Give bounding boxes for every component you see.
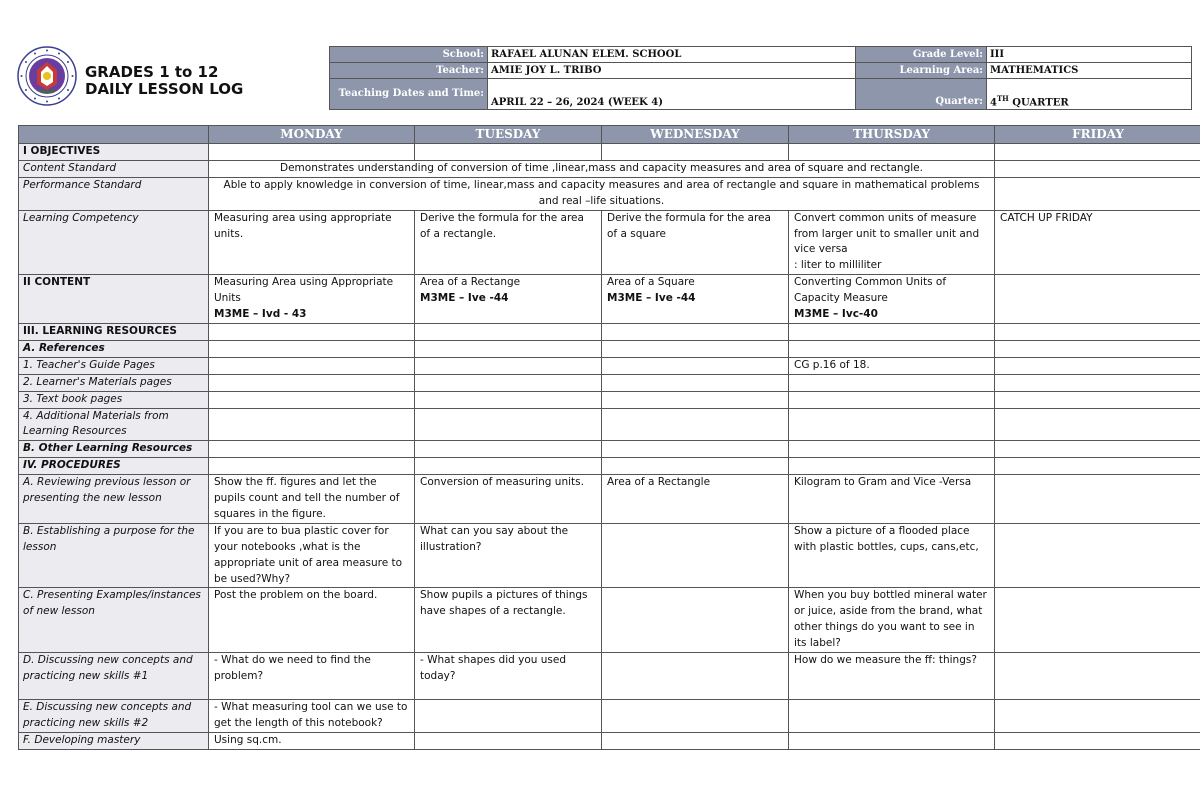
procedure-f-thursday [789,732,995,749]
procedure-c-monday: Post the problem on the board. [209,588,415,653]
procedure-c-friday [995,588,1200,653]
competency-friday: CATCH UP FRIDAY [995,210,1200,275]
procedure-c-wednesday [602,588,789,653]
procedure-f-tuesday [415,732,602,749]
procedure-d-friday [995,653,1200,700]
procedure-e-monday: - What measuring tool can we use to get the length of this notebook? [209,700,415,733]
content-monday: Measuring Area using Appropriate Units M3ME – Ivd - 43 [209,275,415,324]
other-resources-label: B. Other Learning Resources [19,441,209,458]
procedure-a-wednesday: Area of a Rectangle [602,475,789,524]
procedure-d-monday: - What do we need to find the problem? [209,653,415,700]
competency-thursday: Convert common units of measure from larger unit to smaller unit and vice versa : liter to milliliter [789,210,995,275]
procedure-a-monday: Show the ff. figures and let the pupils count and tell the number of squares in the figure. [209,475,415,524]
procedure-f-friday [995,732,1200,749]
procedures-label: IV. PROCEDURES [19,458,209,475]
learners-materials-label: 2. Learner's Materials pages [19,374,209,391]
learning-area-value: MATHEMATICS [987,63,1192,79]
teachers-guide-thursday: CG p.16 of 18. [789,357,995,374]
teaching-dates-value: APRIL 22 – 26, 2024 (WEEK 4) [488,79,856,110]
day-header-friday: FRIDAY [995,126,1200,144]
objectives-label: I OBJECTIVES [19,144,209,161]
header-info-table [329,46,1192,110]
procedure-d-label: D. Discussing new concepts and practicing new skills #1 [19,653,209,700]
procedure-b-wednesday [602,523,789,588]
school-value: RAFAEL ALUNAN ELEM. SCHOOL [488,47,856,63]
procedure-e-thursday [789,700,995,733]
document-title [85,64,243,98]
teacher-label: Teacher: [330,63,488,79]
procedure-b-thursday: Show a picture of a flooded place with plastic bottles, cups, cans,etc, [789,523,995,588]
procedure-f-monday: Using sq.cm. [209,732,415,749]
additional-materials-label: 4. Additional Materials from Learning Resources [19,408,209,441]
grade-level-value: III [987,47,1192,63]
learning-resources-label: III. LEARNING RESOURCES [19,323,209,340]
competency-monday: Measuring area using appropriate units. [209,210,415,275]
day-header-thursday: THURSDAY [789,126,995,144]
procedure-c-tuesday: Show pupils a pictures of things have shapes of a rectangle. [415,588,602,653]
performance-standard-text: Able to apply knowledge in conversion of time, linear,mass and capacity measures and area of rectangle and square in mathematical problems and real –life situations. [209,177,995,210]
corner-header-cell [19,126,209,144]
procedure-a-friday [995,475,1200,524]
day-header-tuesday: TUESDAY [415,126,602,144]
content-tuesday: Area of a Rectange M3ME – Ive -44 [415,275,602,324]
school-label: School: [330,47,488,63]
day-header-monday: MONDAY [209,126,415,144]
procedure-d-thursday: How do we measure the ff: things? [789,653,995,700]
procedure-b-label: B. Establishing a purpose for the lesson [19,523,209,588]
procedure-a-tuesday: Conversion of measuring units. [415,475,602,524]
procedure-d-wednesday [602,653,789,700]
procedure-e-friday [995,700,1200,733]
procedure-f-wednesday [602,732,789,749]
competency-wednesday: Derive the formula for the area of a square [602,210,789,275]
references-label: A. References [19,340,209,357]
content-thursday: Converting Common Units of Capacity Measure M3ME – Ivc-40 [789,275,995,324]
procedure-c-label: C. Presenting Examples/instances of new lesson [19,588,209,653]
procedure-a-thursday: Kilogram to Gram and Vice -Versa [789,475,995,524]
procedure-c-thursday: When you buy bottled mineral water or juice, aside from the brand, what other things do you want to see in its label? [789,588,995,653]
procedure-e-wednesday [602,700,789,733]
performance-standard-label: Performance Standard [19,177,209,210]
day-header-wednesday: WEDNESDAY [602,126,789,144]
content-standard-label: Content Standard [19,160,209,177]
grade-level-label: Grade Level: [856,47,987,63]
title-line-1: GRADES 1 to 12 [85,63,219,81]
learning-area-label: Learning Area: [856,63,987,79]
teaching-dates-label: Teaching Dates and Time: [330,79,488,110]
content-standard-text: Demonstrates understanding of conversion of time ,linear,mass and capacity measures and area of square and rectangle. [209,160,995,177]
learning-competency-label: Learning Competency [19,210,209,275]
procedure-a-label: A. Reviewing previous lesson or presenting the new lesson [19,475,209,524]
content-label: II CONTENT [19,275,209,324]
quarter-label: Quarter: [856,79,987,110]
procedure-b-friday [995,523,1200,588]
teacher-value: AMIE JOY L. TRIBO [488,63,856,79]
procedure-e-tuesday [415,700,602,733]
teachers-guide-label: 1. Teacher's Guide Pages [19,357,209,374]
content-wednesday: Area of a Square M3ME – Ive -44 [602,275,789,324]
procedure-e-label: E. Discussing new concepts and practicing new skills #2 [19,700,209,733]
procedure-f-label: F. Developing mastery [19,732,209,749]
lesson-log-table [18,125,1200,750]
quarter-value: 4TH QUARTER [987,79,1192,110]
procedure-b-tuesday: What can you say about the illustration? [415,523,602,588]
textbook-pages-label: 3. Text book pages [19,391,209,408]
deped-seal-logo [17,46,77,106]
title-line-2: DAILY LESSON LOG [85,80,244,98]
competency-tuesday: Derive the formula for the area of a rectangle. [415,210,602,275]
procedure-d-tuesday: - What shapes did you used today? [415,653,602,700]
procedure-b-monday: If you are to bua plastic cover for your notebooks ,what is the appropriate unit of area measure to be used?Why? [209,523,415,588]
